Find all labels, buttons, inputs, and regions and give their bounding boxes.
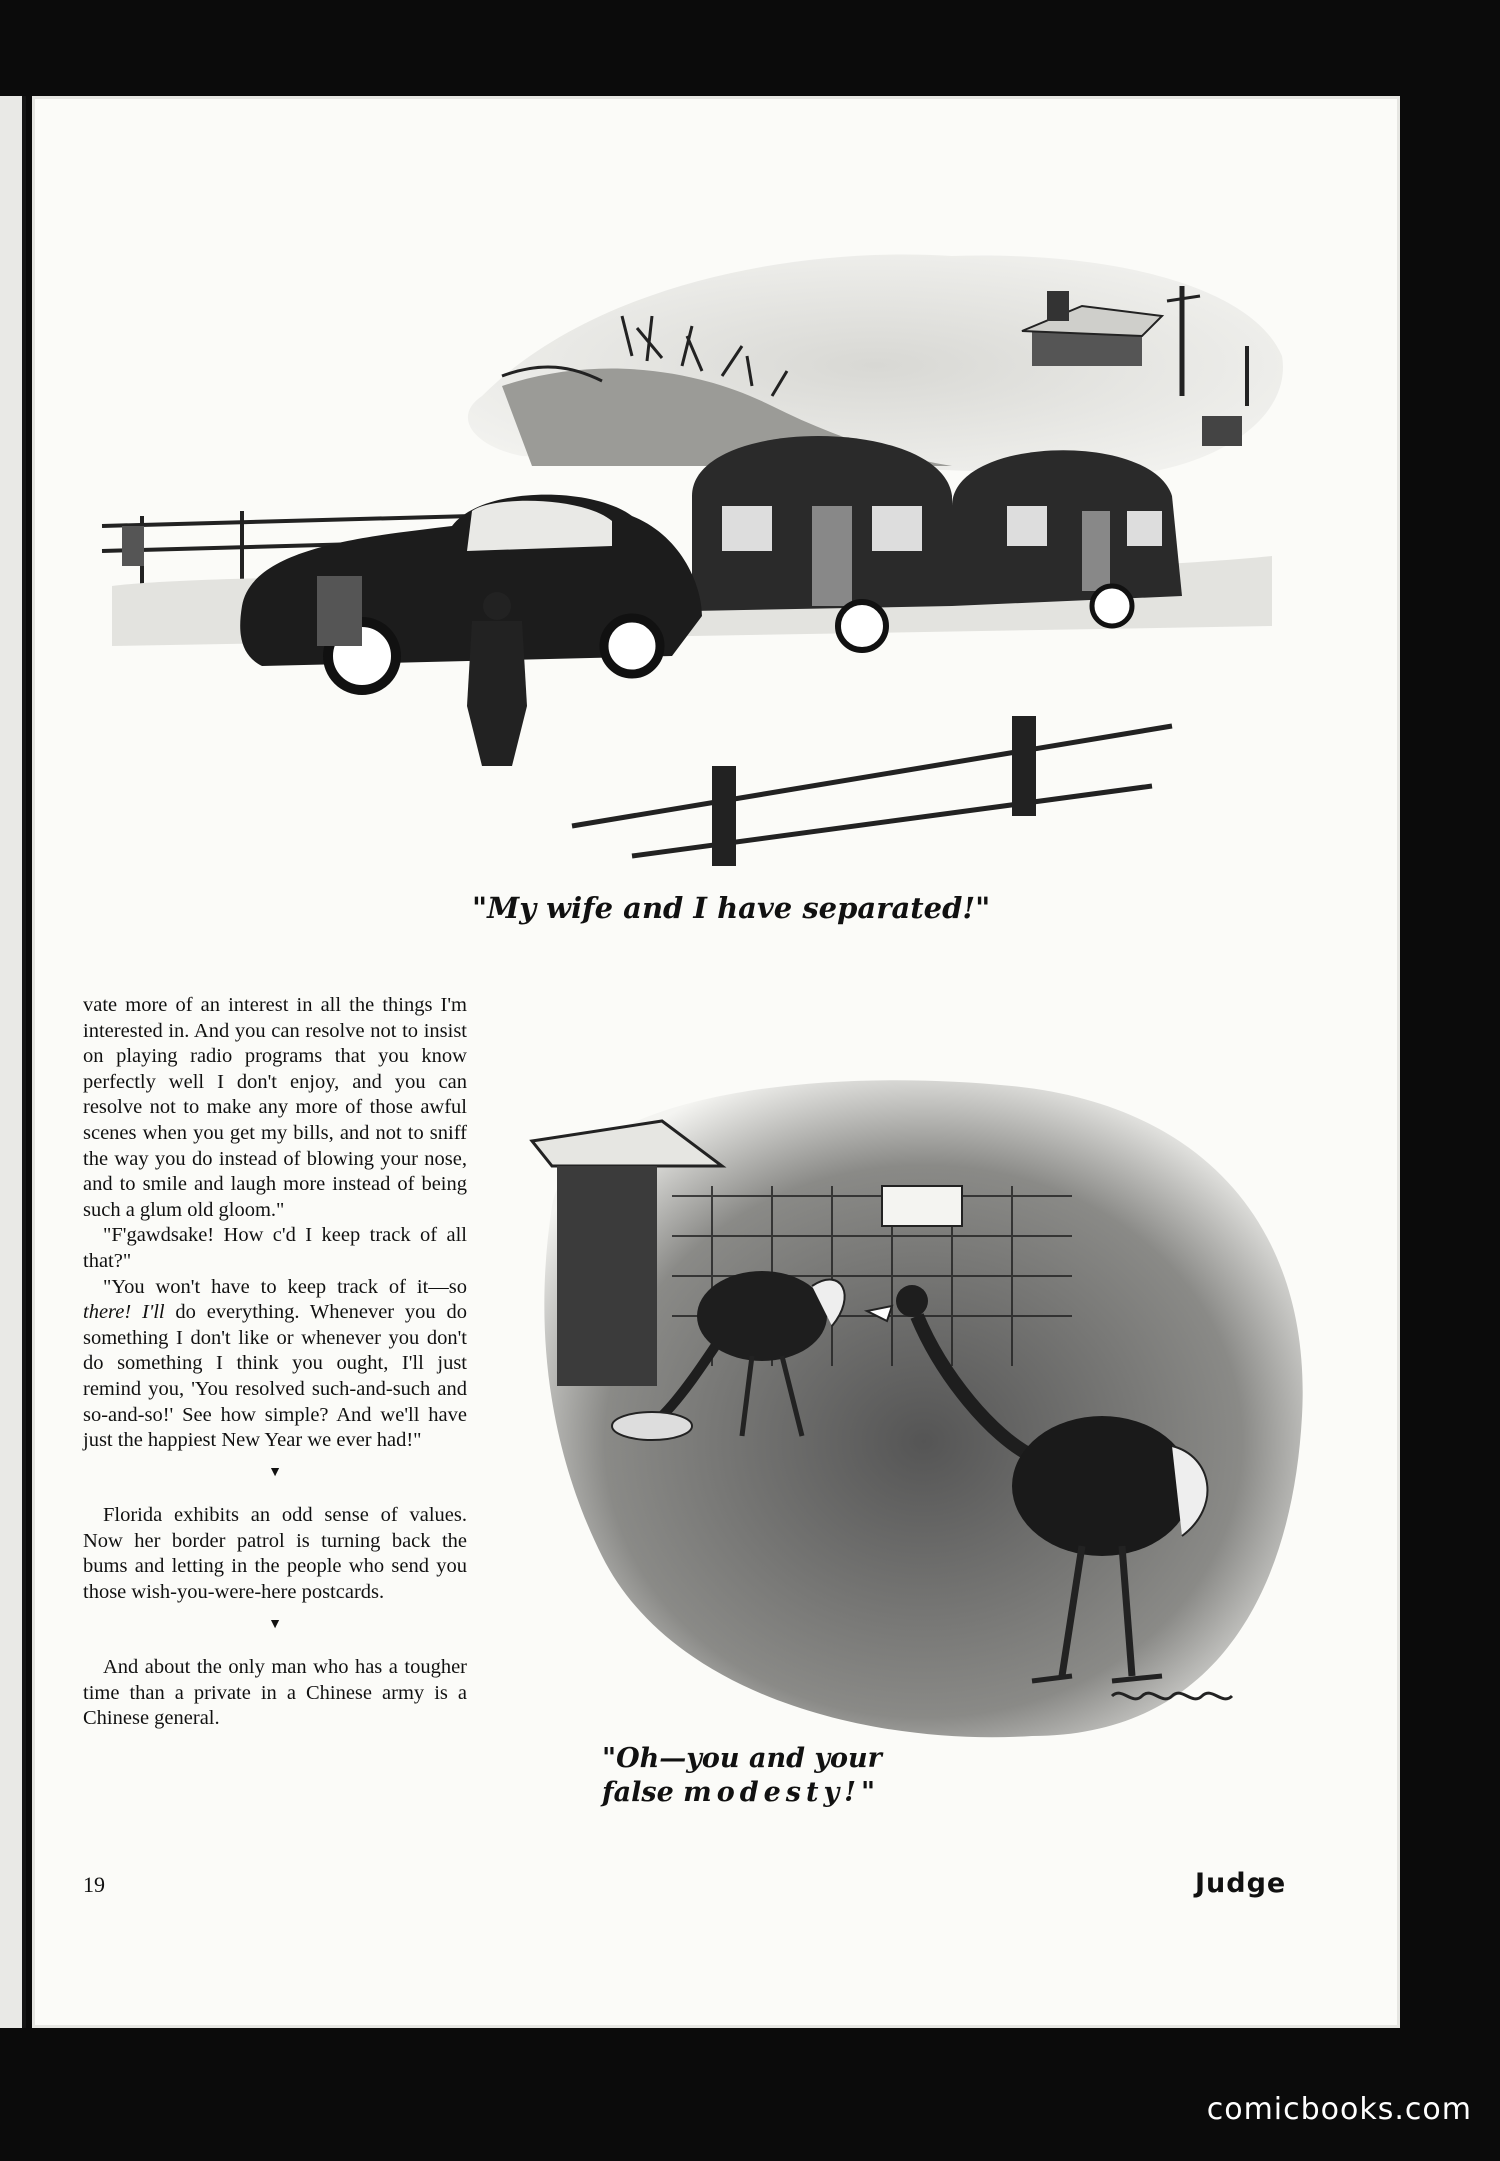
article-paragraph: "F'gawdsake! How c'd I keep track of all that?" [83, 1224, 467, 1272]
article-column [83, 993, 467, 1732]
article-paragraph: And about the only man who has a tougher time than a private in a Chinese army is a Chinese general. [83, 1656, 467, 1730]
caption-text: false [602, 1777, 684, 1808]
article-paragraph [83, 1275, 467, 1454]
top-cartoon-caption: "My wife and I have separated!" [472, 891, 991, 925]
caption-line [602, 1776, 922, 1810]
magazine-page [32, 96, 1400, 2028]
section-divider: ▼ [268, 1464, 282, 1480]
site-watermark: comicbooks.com [1206, 2092, 1472, 2127]
car-trailers-cartoon [72, 166, 1312, 866]
magazine-name: Judge [1195, 1868, 1287, 1899]
ostrich-cartoon-caption [602, 1742, 922, 1810]
emphasis-text: there! I'll [83, 1301, 165, 1324]
ostrich-cartoon [512, 1036, 1342, 1776]
article-paragraph: vate more of an interest in all the things I'm interested in. And you can resolve not to insist on playing radio programs that you know perfectly well I don't enjoy, and you can resolve not to make any more of those awful scenes when you get my bills, and not to sniff the way you do instead of blowing your nose, and to smile and laugh more instead of being such a glum old gloom." [83, 994, 467, 1221]
text-run: "You won't have to keep track of it—so [103, 1275, 467, 1298]
text-run: do everything. Whenever you do something I don't like or whenever you don't do something I think you ought, I'll just remind you, 'You resolved such-and-such and so-and-so!' See how simple? And we'll have just the happiest New Year we ever had!" [83, 1301, 467, 1452]
caption-line: "Oh—you and your [602, 1743, 882, 1774]
adjacent-page-edge [0, 96, 26, 2028]
caption-spaced-text: modesty!" [683, 1777, 881, 1808]
page-number: 19 [83, 1872, 105, 1897]
article-paragraph: Florida exhibits an odd sense of values. Now her border patrol is turning back the bums and letting in the people who send you those wish-you-were-here postcards. [83, 1504, 467, 1604]
section-divider: ▼ [268, 1616, 282, 1632]
